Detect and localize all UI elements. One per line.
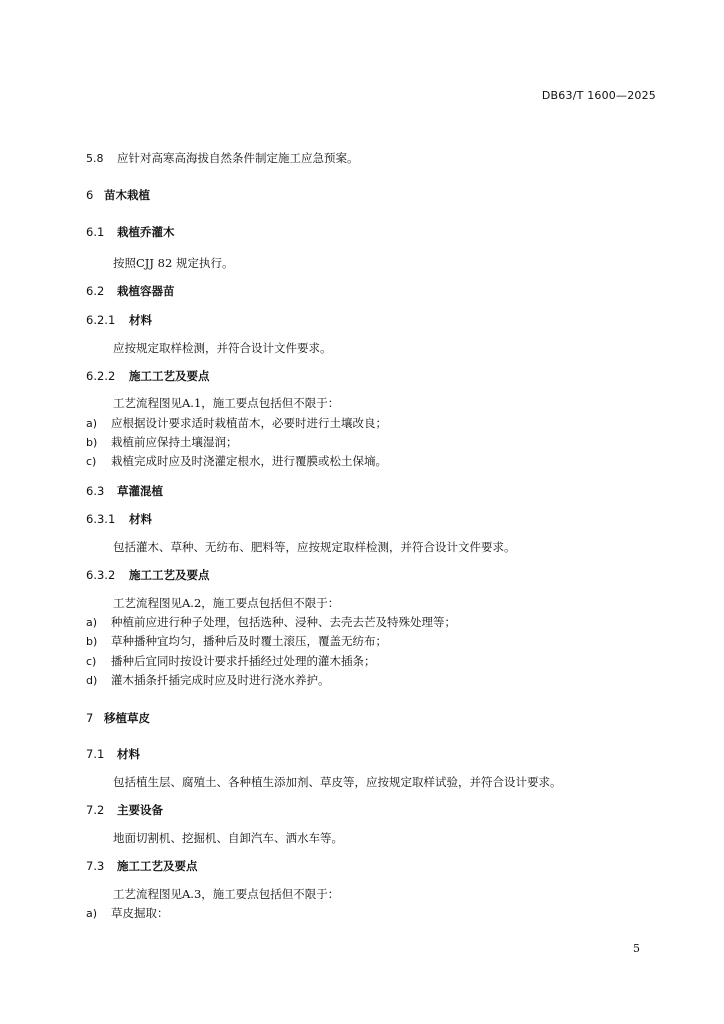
list-marker: a) [86, 907, 98, 920]
list-marker: b) [86, 635, 98, 648]
list-item [86, 906, 169, 921]
list-item [86, 454, 387, 469]
heading-number: 6.3 [86, 484, 105, 498]
clause-5-8 [86, 151, 359, 166]
heading-number: 6.3.1 [86, 512, 116, 526]
list-text: 栽植完成时应及时浇灌定根水，进行覆膜或松土保墒。 [111, 454, 387, 468]
section-6-2-2-intro: 工艺流程图见A.1，施工要点包括但不限于： [113, 396, 340, 410]
section-7-2-body: 地面切割机、挖掘机、自卸汽车、洒水车等。 [113, 831, 343, 845]
list-item [86, 634, 387, 649]
list-text: 草种播种宜均匀，播种后及时覆土滚压，覆盖无纺布； [111, 634, 387, 648]
section-7-1-heading [86, 747, 140, 761]
section-7-3-heading [86, 859, 198, 873]
chapter-6-heading [86, 188, 150, 202]
heading-title: 移植草皮 [104, 711, 150, 725]
section-6-2-1-body: 应按规定取样检测，并符合设计文件要求。 [113, 341, 332, 355]
list-marker: c) [86, 455, 97, 468]
heading-number: 7 [86, 711, 94, 725]
heading-number: 6 [86, 188, 94, 202]
heading-title: 材料 [117, 747, 140, 761]
heading-title: 施工工艺及要点 [129, 369, 210, 383]
list-item [86, 673, 330, 688]
standard-code: DB63/T 1600—2025 [541, 89, 656, 102]
heading-title: 栽植乔灌木 [117, 225, 175, 239]
chapter-7-heading [86, 711, 150, 725]
section-7-3-intro: 工艺流程图见A.3，施工要点包括但不限于： [113, 887, 340, 901]
section-6-3-1-heading [86, 512, 152, 526]
section-6-3-1-body: 包括灌木、草种、无纺布、肥料等，应按规定取样检测，并符合设计文件要求。 [113, 540, 516, 554]
heading-title: 草灌混植 [117, 484, 163, 498]
heading-title: 施工工艺及要点 [129, 568, 210, 582]
section-6-3-2-heading [86, 568, 210, 582]
list-item [86, 435, 238, 450]
section-6-1-heading [86, 225, 175, 239]
list-item [86, 615, 456, 630]
list-text: 灌木插条扦插完成时应及时进行浇水养护。 [111, 673, 330, 687]
section-6-2-1-heading [86, 313, 152, 327]
heading-number: 7.3 [86, 859, 105, 873]
heading-title: 施工工艺及要点 [117, 859, 198, 873]
list-text: 种植前应进行种子处理，包括选种、浸种、去壳去芒及特殊处理等； [111, 615, 456, 629]
list-text: 播种后宜同时按设计要求扦插经过处理的灌木插条； [111, 654, 376, 668]
heading-number: 7.1 [86, 747, 105, 761]
list-item [86, 416, 387, 431]
list-marker: b) [86, 436, 98, 449]
list-text: 应根据设计要求适时栽植苗木，必要时进行土壤改良； [111, 416, 387, 430]
heading-number: 7.2 [86, 803, 105, 817]
section-7-1-body: 包括植生层、腐殖土、各种植生添加剂、草皮等，应按规定取样试验，并符合设计要求。 [113, 775, 562, 789]
list-marker: d) [86, 674, 98, 687]
heading-number: 6.2.1 [86, 313, 116, 327]
section-6-1-body: 按照CJJ 82 规定执行。 [113, 256, 234, 270]
clause-number: 5.8 [86, 152, 104, 165]
list-marker: c) [86, 655, 97, 668]
list-marker: a) [86, 616, 98, 629]
heading-number: 6.2 [86, 284, 105, 298]
section-6-3-heading [86, 484, 163, 498]
section-7-2-heading [86, 803, 163, 817]
heading-number: 6.1 [86, 225, 105, 239]
list-text: 栽植前应保持土壤湿润； [111, 435, 238, 449]
heading-title: 栽植容器苗 [117, 284, 175, 298]
heading-number: 6.2.2 [86, 369, 116, 383]
list-item [86, 654, 376, 669]
section-6-3-2-intro: 工艺流程图见A.2，施工要点包括但不限于： [113, 596, 340, 610]
page-number: 5 [633, 942, 640, 955]
list-text: 草皮掘取： [111, 906, 169, 920]
list-marker: a) [86, 417, 98, 430]
clause-text: 应针对高寒高海拔自然条件制定施工应急预案。 [117, 151, 359, 165]
heading-title: 主要设备 [117, 803, 163, 817]
section-6-2-heading [86, 284, 175, 298]
section-6-2-2-heading [86, 369, 210, 383]
heading-title: 材料 [129, 313, 152, 327]
heading-title: 材料 [129, 512, 152, 526]
heading-title: 苗木栽植 [104, 188, 150, 202]
heading-number: 6.3.2 [86, 568, 116, 582]
